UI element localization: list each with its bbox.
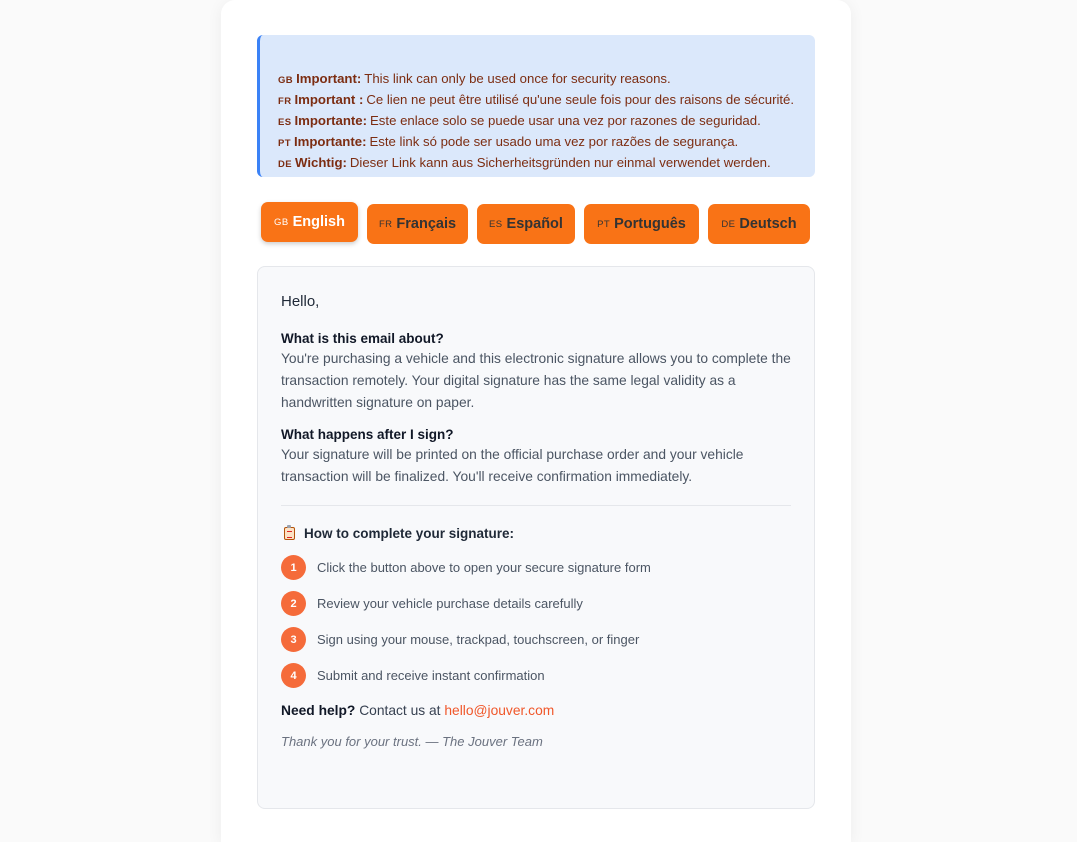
step-number-badge: 3 <box>281 627 306 652</box>
step-text: Review your vehicle purchase details carefully <box>317 596 583 612</box>
signoff: Thank you for your trust. — The Jouver Team <box>281 733 543 749</box>
step-number-badge: 4 <box>281 663 306 688</box>
after-text: Your signature will be printed on the official purchase order and your vehicle transaction will be finalized. You'll receive confirmation immediately. <box>281 447 744 485</box>
language-button-english[interactable]: GB English <box>261 202 358 242</box>
flag-pt-icon: PT <box>597 218 611 230</box>
security-notice <box>257 35 815 177</box>
step-item <box>281 591 791 617</box>
support-email-link[interactable]: hello@jouver.com <box>444 702 555 718</box>
notice-line-es: ES Importante: Este enlace solo se puede usar una vez por razones de seguridad. <box>278 113 761 128</box>
flag-fr-icon: FR <box>278 96 292 107</box>
step-item <box>281 663 791 689</box>
notice-line-gb: GB Important: This link can only be used once for security reasons. <box>278 71 671 86</box>
steps-title: How to complete your signature: <box>281 526 791 541</box>
step-text: Sign using your mouse, trackpad, touchscreen, or finger <box>317 632 640 648</box>
flag-gb-icon: GB <box>278 75 294 86</box>
email-content <box>257 266 815 809</box>
clipboard-icon <box>284 527 295 540</box>
flag-gb-icon: GB <box>274 216 289 228</box>
step-number-badge: 2 <box>281 591 306 616</box>
step-text: Submit and receive instant confirmation <box>317 668 545 684</box>
flag-de-icon: DE <box>721 218 736 230</box>
divider <box>281 505 791 506</box>
language-button-espanol[interactable]: ES Español <box>477 204 575 244</box>
email-card <box>221 0 851 842</box>
language-button-portugues[interactable]: PT Português <box>584 204 699 244</box>
about-text: You're purchasing a vehicle and this electronic signature allows you to complete the transaction remotely. Your digital signature has the same legal validity as a handwritten signature on paper. <box>281 351 791 410</box>
about-section <box>281 330 791 413</box>
flag-fr-icon: FR <box>378 218 393 230</box>
after-heading: What happens after I sign? <box>281 427 454 443</box>
step-number-badge: 1 <box>281 555 306 580</box>
help-text: Contact us at <box>359 702 441 718</box>
notice-line-pt: PT Importante: Este link só pode ser usado uma vez por razões de segurança. <box>278 134 739 149</box>
language-button-francais[interactable]: FR Français <box>367 204 468 244</box>
notice-line-fr: FR Important : Ce lien ne peut être utilisé qu'une seule fois pour des raisons de sécurité. <box>278 92 795 107</box>
after-section <box>281 426 791 488</box>
about-heading: What is this email about? <box>281 331 444 346</box>
greeting: Hello, <box>281 293 320 310</box>
flag-pt-icon: PT <box>278 138 291 149</box>
flag-es-icon: ES <box>278 117 292 128</box>
language-button-deutsch[interactable]: DE Deutsch <box>708 204 810 244</box>
step-item <box>281 627 791 653</box>
step-item <box>281 555 791 581</box>
help-line <box>281 703 791 718</box>
flag-es-icon: ES <box>489 218 503 230</box>
flag-de-icon: DE <box>278 159 292 170</box>
notice-line-de: DE Wichtig: Dieser Link kann aus Sicherheitsgründen nur einmal verwendet werden. <box>278 155 771 170</box>
help-label: Need help? <box>281 702 356 718</box>
step-text: Click the button above to open your secure signature form <box>317 560 651 576</box>
